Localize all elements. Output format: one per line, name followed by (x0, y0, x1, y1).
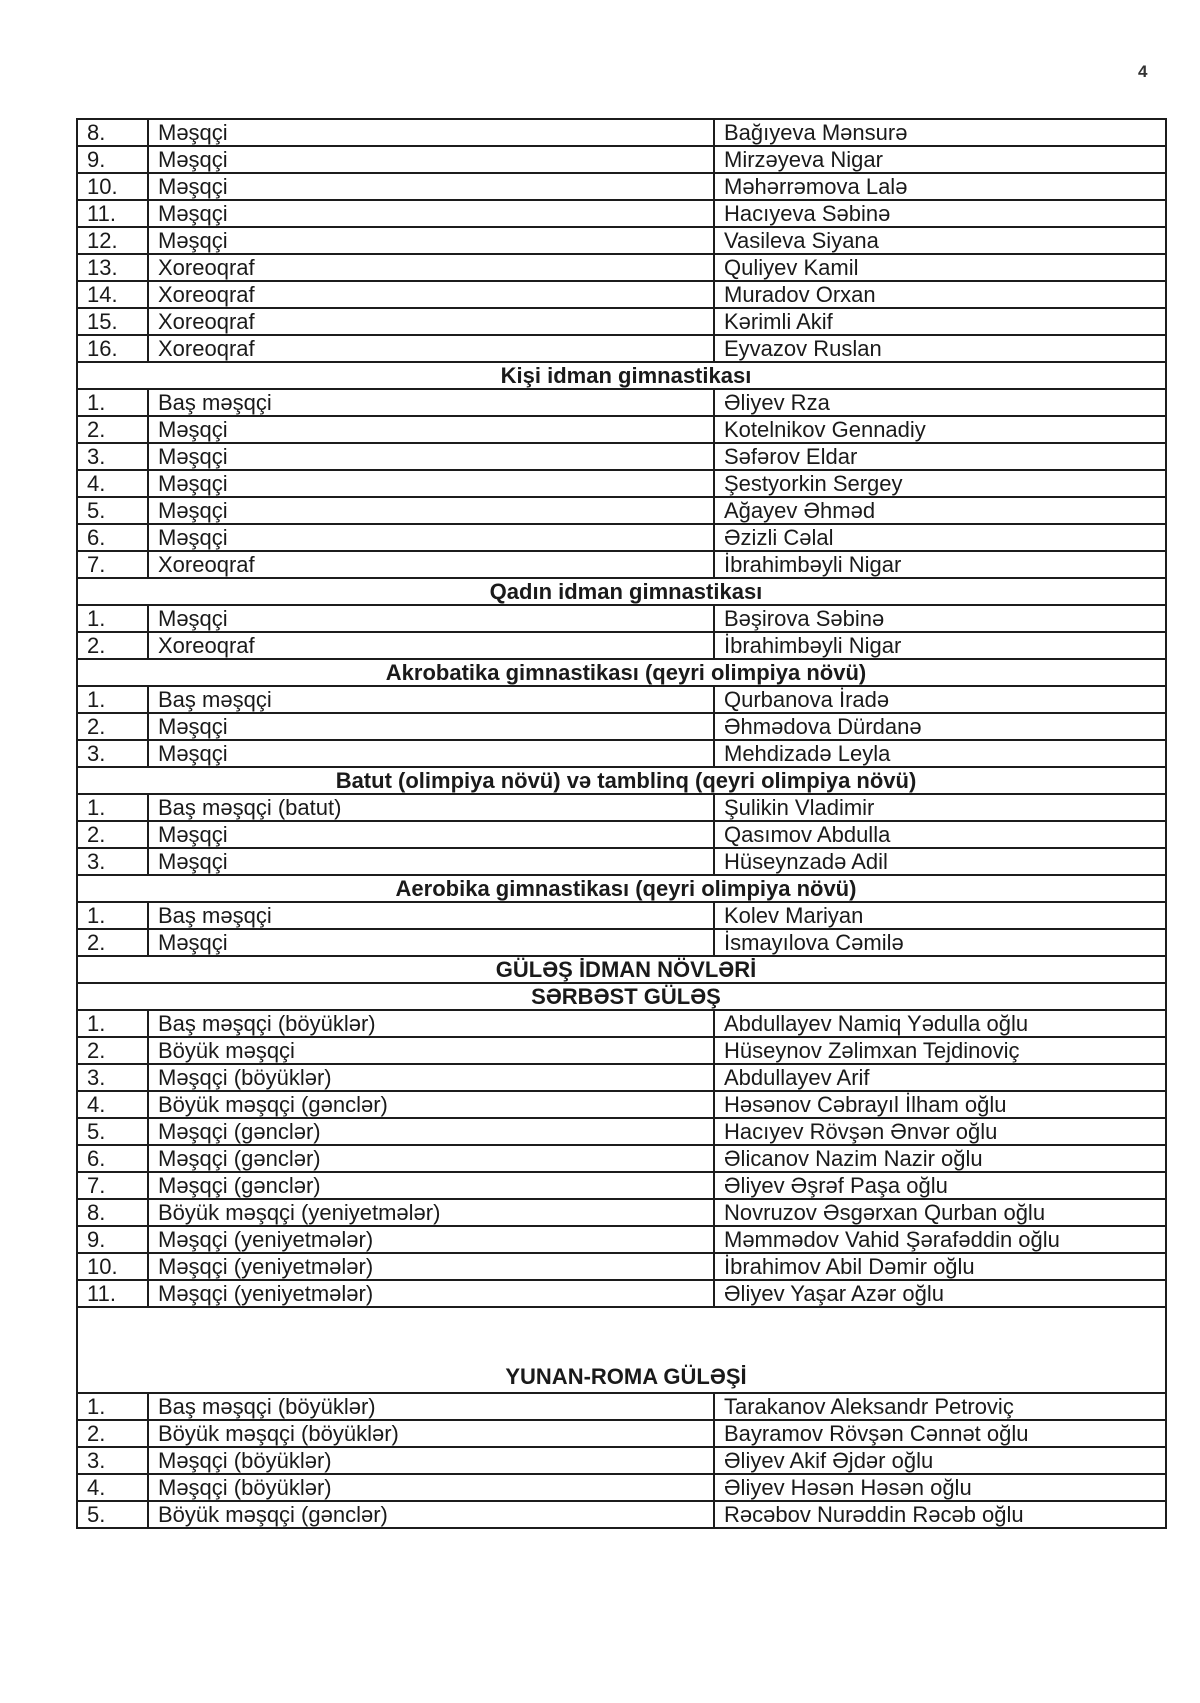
row-number: 2. (77, 1420, 148, 1447)
table-row (77, 1501, 1166, 1528)
position-cell: Məşqçi (148, 821, 714, 848)
row-number: 6. (77, 524, 148, 551)
row-number: 11. (77, 1280, 148, 1307)
section-title: Qadın idman gimnastikası (77, 578, 1166, 605)
table-row (77, 443, 1166, 470)
table-row (77, 713, 1166, 740)
position-cell: Məşqçi (148, 227, 714, 254)
section-header-row (77, 659, 1166, 686)
name-cell: Əliyev Əşrəf Paşa oğlu (714, 1172, 1166, 1199)
name-cell: Hüseynov Zəlimxan Tejdinoviç (714, 1037, 1166, 1064)
name-cell: Abdullayev Arif (714, 1064, 1166, 1091)
row-number: 4. (77, 1091, 148, 1118)
table-row (77, 1420, 1166, 1447)
row-number: 7. (77, 1172, 148, 1199)
table-row (77, 686, 1166, 713)
position-cell: Məşqçi (148, 173, 714, 200)
row-number: 2. (77, 713, 148, 740)
name-cell: Kərimli Akif (714, 308, 1166, 335)
section-title: Aerobika gimnastikası (qeyri olimpiya növü) (77, 875, 1166, 902)
row-number: 12. (77, 227, 148, 254)
name-cell: Əliyev Rza (714, 389, 1166, 416)
position-cell: Məşqçi (yeniyetmələr) (148, 1226, 714, 1253)
row-number: 5. (77, 1501, 148, 1528)
table-row (77, 146, 1166, 173)
table-row (77, 524, 1166, 551)
name-cell: Mehdizadə Leyla (714, 740, 1166, 767)
name-cell: Eyvazov Ruslan (714, 335, 1166, 362)
position-cell: Məşqçi (böyüklər) (148, 1064, 714, 1091)
position-cell: Məşqçi (148, 200, 714, 227)
row-number: 8. (77, 119, 148, 146)
name-cell: Abdullayev Namiq Yədulla oğlu (714, 1010, 1166, 1037)
table-row (77, 605, 1166, 632)
position-cell: Məşqçi (148, 740, 714, 767)
name-cell: İbrahimbəyli Nigar (714, 632, 1166, 659)
row-number: 1. (77, 605, 148, 632)
name-cell: Həsənov Cəbrayıl İlham oğlu (714, 1091, 1166, 1118)
row-number: 13. (77, 254, 148, 281)
row-number: 1. (77, 389, 148, 416)
table-row (77, 632, 1166, 659)
name-cell: Mirzəyeva Nigar (714, 146, 1166, 173)
table-row (77, 1010, 1166, 1037)
row-number: 3. (77, 443, 148, 470)
position-cell: Məşqçi (148, 929, 714, 956)
position-cell: Böyük məşqçi (böyüklər) (148, 1420, 714, 1447)
name-cell: Məmmədov Vahid Şərafəddin oğlu (714, 1226, 1166, 1253)
table-row (77, 1226, 1166, 1253)
name-cell: Əhmədova Dürdanə (714, 713, 1166, 740)
name-cell: Əzizli Cəlal (714, 524, 1166, 551)
table-row (77, 1447, 1166, 1474)
position-cell: Baş məşqçi (148, 686, 714, 713)
row-number: 16. (77, 335, 148, 362)
page-number: 4 (1138, 62, 1148, 81)
name-cell: Əliyev Həsən Həsən oğlu (714, 1474, 1166, 1501)
name-cell: Tarakanov Aleksandr Petroviç (714, 1393, 1166, 1420)
position-cell: Baş məşqçi (batut) (148, 794, 714, 821)
name-cell: Muradov Orxan (714, 281, 1166, 308)
name-cell: Qasımov Abdulla (714, 821, 1166, 848)
table-row (77, 254, 1166, 281)
table-row (77, 1474, 1166, 1501)
name-cell: Hacıyev Rövşən Ənvər oğlu (714, 1118, 1166, 1145)
position-cell: Məşqçi (148, 497, 714, 524)
name-cell: Əlicanov Nazim Nazir oğlu (714, 1145, 1166, 1172)
section-subtitle: SƏRBƏST GÜLƏŞ (77, 983, 1166, 1010)
name-cell: Bağıyeva Mənsurə (714, 119, 1166, 146)
section-header-row (77, 767, 1166, 794)
name-cell: Kotelnikov Gennadiy (714, 416, 1166, 443)
position-cell: Xoreoqraf (148, 632, 714, 659)
name-cell: İbrahimbəyli Nigar (714, 551, 1166, 578)
row-number: 10. (77, 1253, 148, 1280)
name-cell: Hüseynzadə Adil (714, 848, 1166, 875)
section-header-row (77, 578, 1166, 605)
row-number: 9. (77, 146, 148, 173)
row-number: 3. (77, 848, 148, 875)
name-cell: Səfərov Eldar (714, 443, 1166, 470)
position-cell: Məşqçi (148, 524, 714, 551)
table-row (77, 1199, 1166, 1226)
row-number: 1. (77, 1393, 148, 1420)
name-cell: Novruzov Əsgərxan Qurban oğlu (714, 1199, 1166, 1226)
section-title: Kişi idman gimnastikası (77, 362, 1166, 389)
row-number: 2. (77, 632, 148, 659)
table-row (77, 416, 1166, 443)
table-row (77, 200, 1166, 227)
position-cell: Məşqçi (148, 416, 714, 443)
position-cell: Böyük məşqçi (gənclər) (148, 1501, 714, 1528)
row-number: 15. (77, 308, 148, 335)
row-number: 8. (77, 1199, 148, 1226)
row-number: 4. (77, 470, 148, 497)
position-cell: Xoreoqraf (148, 308, 714, 335)
table-row (77, 1091, 1166, 1118)
position-cell: Məşqçi (gənclər) (148, 1172, 714, 1199)
table-row (77, 1253, 1166, 1280)
row-number: 6. (77, 1145, 148, 1172)
section-title: YUNAN-ROMA GÜLƏŞİ (77, 1307, 1166, 1393)
section-header-row (77, 362, 1166, 389)
row-number: 2. (77, 1037, 148, 1064)
position-cell: Məşqçi (yeniyetmələr) (148, 1280, 714, 1307)
row-number: 1. (77, 1010, 148, 1037)
name-cell: Bayramov Rövşən Cənnət oğlu (714, 1420, 1166, 1447)
table-row (77, 119, 1166, 146)
table-row (77, 551, 1166, 578)
name-cell: Şulikin Vladimir (714, 794, 1166, 821)
row-number: 2. (77, 821, 148, 848)
name-cell: Vasileva Siyana (714, 227, 1166, 254)
table-row (77, 335, 1166, 362)
position-cell: Böyük məşqçi (yeniyetmələr) (148, 1199, 714, 1226)
row-number: 1. (77, 902, 148, 929)
table-row (77, 1145, 1166, 1172)
row-number: 1. (77, 686, 148, 713)
table-row (77, 308, 1166, 335)
section-header-row (77, 1307, 1166, 1393)
table-row (77, 227, 1166, 254)
name-cell: Məhərrəmova Lalə (714, 173, 1166, 200)
position-cell: Məşqçi (gənclər) (148, 1118, 714, 1145)
name-cell: Əliyev Yaşar Azər oğlu (714, 1280, 1166, 1307)
position-cell: Baş məşqçi (148, 902, 714, 929)
table-row (77, 497, 1166, 524)
name-cell: Quliyev Kamil (714, 254, 1166, 281)
section-title: GÜLƏŞ İDMAN NÖVLƏRİ (77, 956, 1166, 983)
position-cell: Məşqçi (böyüklər) (148, 1474, 714, 1501)
row-number: 5. (77, 497, 148, 524)
table-row (77, 1280, 1166, 1307)
coaches-table (76, 118, 1167, 1529)
position-cell: Məşqçi (148, 470, 714, 497)
name-cell: Kolev Mariyan (714, 902, 1166, 929)
table-row (77, 1393, 1166, 1420)
position-cell: Baş məşqçi (böyüklər) (148, 1393, 714, 1420)
position-cell: Məşqçi (yeniyetmələr) (148, 1253, 714, 1280)
position-cell: Xoreoqraf (148, 551, 714, 578)
row-number: 7. (77, 551, 148, 578)
section-header-row (77, 875, 1166, 902)
position-cell: Böyük məşqçi (gənclər) (148, 1091, 714, 1118)
section-title: Akrobatika gimnastikası (qeyri olimpiya növü) (77, 659, 1166, 686)
table-row (77, 848, 1166, 875)
coaches-table-body (77, 119, 1166, 1528)
position-cell: Xoreoqraf (148, 335, 714, 362)
row-number: 2. (77, 929, 148, 956)
table-row (77, 821, 1166, 848)
position-cell: Böyük məşqçi (148, 1037, 714, 1064)
position-cell: Baş məşqçi (148, 389, 714, 416)
table-row (77, 1064, 1166, 1091)
section-title: Batut (olimpiya növü) və tamblinq (qeyri olimpiya növü) (77, 767, 1166, 794)
position-cell: Məşqçi (148, 848, 714, 875)
position-cell: Baş məşqçi (böyüklər) (148, 1010, 714, 1037)
table-row (77, 740, 1166, 767)
table-row (77, 1118, 1166, 1145)
row-number: 9. (77, 1226, 148, 1253)
row-number: 3. (77, 1064, 148, 1091)
name-cell: Əliyev Akif Əjdər oğlu (714, 1447, 1166, 1474)
row-number: 3. (77, 740, 148, 767)
position-cell: Məşqçi (148, 605, 714, 632)
section-header-row (77, 956, 1166, 983)
row-number: 3. (77, 1447, 148, 1474)
name-cell: İbrahimov Abil Dəmir oğlu (714, 1253, 1166, 1280)
position-cell: Məşqçi (148, 146, 714, 173)
table-row (77, 281, 1166, 308)
row-number: 5. (77, 1118, 148, 1145)
table-row (77, 902, 1166, 929)
row-number: 2. (77, 416, 148, 443)
table-row (77, 794, 1166, 821)
name-cell: Qurbanova İradə (714, 686, 1166, 713)
row-number: 11. (77, 200, 148, 227)
position-cell: Məşqçi (148, 119, 714, 146)
row-number: 1. (77, 794, 148, 821)
position-cell: Məşqçi (böyüklər) (148, 1447, 714, 1474)
position-cell: Xoreoqraf (148, 281, 714, 308)
table-row (77, 1037, 1166, 1064)
row-number: 10. (77, 173, 148, 200)
table-row (77, 470, 1166, 497)
position-cell: Məşqçi (gənclər) (148, 1145, 714, 1172)
row-number: 4. (77, 1474, 148, 1501)
table-row (77, 929, 1166, 956)
name-cell: Bəşirova Səbinə (714, 605, 1166, 632)
name-cell: Hacıyeva Səbinə (714, 200, 1166, 227)
position-cell: Xoreoqraf (148, 254, 714, 281)
position-cell: Məşqçi (148, 713, 714, 740)
position-cell: Məşqçi (148, 443, 714, 470)
table-row (77, 1172, 1166, 1199)
row-number: 14. (77, 281, 148, 308)
table-row (77, 173, 1166, 200)
name-cell: Şestyorkin Sergey (714, 470, 1166, 497)
name-cell: Rəcəbov Nurəddin Rəcəb oğlu (714, 1501, 1166, 1528)
name-cell: İsmayılova Cəmilə (714, 929, 1166, 956)
table-row (77, 389, 1166, 416)
name-cell: Ağayev Əhməd (714, 497, 1166, 524)
section-subheader-row (77, 983, 1166, 1010)
